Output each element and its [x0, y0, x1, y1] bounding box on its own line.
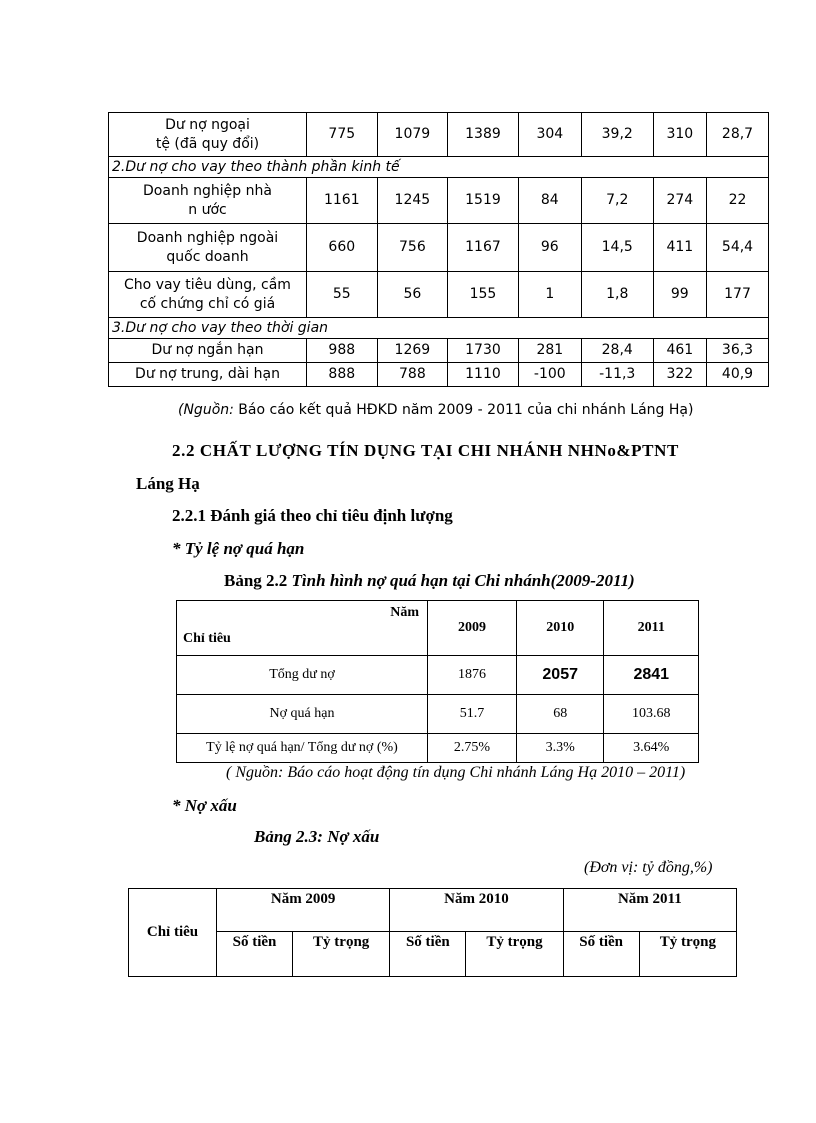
row-label: Tổng dư nợ [177, 656, 428, 695]
row-label [109, 178, 307, 224]
cell-value: 274 [653, 178, 706, 224]
cell-value: 99 [653, 272, 706, 318]
cell-value: 411 [653, 224, 706, 272]
cell-value: 1876 [428, 656, 517, 695]
table-row [177, 656, 699, 695]
cell-value: 322 [653, 363, 706, 387]
cell-value: 2.75% [428, 734, 517, 763]
row-label-line: Cho vay tiêu dùng, cầm [124, 276, 291, 293]
table-row [109, 339, 769, 363]
year-header: 2009 [428, 601, 517, 656]
section-heading-2-2: 2.2 CHẤT LƯỢNG TÍN DỤNG TẠI CHI NHÁNH NHNo&PTNT [172, 441, 679, 460]
table1-source: (Nguồn: Báo cáo kết quả HĐKD năm 2009 - 2011 của chi nhánh Láng Hạ) [178, 402, 694, 418]
cell-value: 660 [307, 224, 378, 272]
sub-header: Số tiền [217, 932, 293, 977]
cell-value: 40,9 [707, 363, 769, 387]
table-subheader-row [129, 932, 737, 977]
cell-value: 51.7 [428, 695, 517, 734]
cell-value: 39,2 [581, 113, 653, 157]
sub-header: Tỷ trọng [466, 932, 563, 977]
table-row [109, 224, 769, 272]
cell-value: 756 [377, 224, 448, 272]
year-header: 2010 [516, 601, 604, 656]
section-row [109, 318, 769, 339]
table-row [109, 178, 769, 224]
section-heading-2-2-1: 2.2.1 Đánh giá theo chỉ tiêu định lượng [172, 506, 453, 525]
cell-value: 1245 [377, 178, 448, 224]
cell-value: 3.64% [604, 734, 699, 763]
bullet-bad-debt: * Nợ xấu [172, 796, 237, 815]
year-header: Năm 2010 [390, 889, 563, 932]
table2-source: ( Nguồn: Báo cáo hoạt động tín dụng Chi nhánh Láng Hạ 2010 – 2011) [226, 764, 686, 781]
year-header: 2011 [604, 601, 699, 656]
cell-value: 3.3% [516, 734, 604, 763]
cell-value: 7,2 [581, 178, 653, 224]
cell-value: 304 [518, 113, 581, 157]
cell-value: 103.68 [604, 695, 699, 734]
row-label-line: Doanh nghiệp nhà [143, 182, 272, 199]
cell-value: 1167 [448, 224, 519, 272]
table3-caption: Bảng 2.3: Nợ xấu [254, 827, 380, 846]
table3-unit: (Đơn vị: tỷ đồng,%) [584, 859, 713, 876]
overdue-debt-table [176, 600, 699, 763]
loan-balance-table [108, 112, 769, 387]
cell-value: 775 [307, 113, 378, 157]
cell-value: 56 [377, 272, 448, 318]
row-label [109, 224, 307, 272]
cell-value: 1110 [448, 363, 519, 387]
sub-header: Số tiền [563, 932, 639, 977]
cell-value: 1730 [448, 339, 519, 363]
col-label: Chỉ tiêu [129, 889, 217, 977]
row-label: Tỷ lệ nợ quá hạn/ Tổng dư nợ (%) [177, 734, 428, 763]
cell-value: 28,7 [707, 113, 769, 157]
cell-value: 36,3 [707, 339, 769, 363]
cell-value: 1079 [377, 113, 448, 157]
section-heading-2-2-cont: Láng Hạ [136, 474, 200, 493]
row-label-line: Dư nợ ngắn hạn [151, 342, 264, 358]
sub-header: Tỷ trọng [639, 932, 736, 977]
sub-header: Tỷ trọng [293, 932, 390, 977]
corner-cell: Năm Chỉ tiêu [177, 601, 428, 656]
section-label: 3.Dư nợ cho vay theo thời gian [109, 318, 769, 339]
cell-value: 988 [307, 339, 378, 363]
cell-value: 2841 [604, 656, 699, 695]
cell-value: 96 [518, 224, 581, 272]
row-label: Nợ quá hạn [177, 695, 428, 734]
cell-value: 54,4 [707, 224, 769, 272]
bullet-overdue-ratio: * Tỷ lệ nợ quá hạn [172, 539, 305, 558]
bad-debt-table [128, 888, 737, 977]
cell-value: -11,3 [581, 363, 653, 387]
table-row [109, 363, 769, 387]
row-label-line: quốc doanh [166, 248, 249, 265]
section-row [109, 157, 769, 178]
table-header-row [129, 889, 737, 932]
table2-caption: Bảng 2.2 Tình hình nợ quá hạn tại Chi nhánh(2009-2011) [224, 571, 635, 590]
cell-value: 28,4 [581, 339, 653, 363]
row-label [109, 339, 307, 363]
table-header-row [177, 601, 699, 656]
cell-value: 84 [518, 178, 581, 224]
year-header: Năm 2009 [217, 889, 390, 932]
row-label [109, 113, 307, 157]
row-label-line: Doanh nghiệp ngoài [136, 229, 279, 246]
table-row [177, 734, 699, 763]
cell-value: 22 [707, 178, 769, 224]
row-label-line: Dư nợ trung, dài hạn [135, 366, 280, 382]
row-label-line: n ước [188, 201, 227, 218]
row-label-line: Dư nợ ngoại [165, 116, 250, 133]
cell-value: 888 [307, 363, 378, 387]
cell-value: 1269 [377, 339, 448, 363]
cell-value: 310 [653, 113, 706, 157]
row-label-line: cố chứng chỉ có giá [139, 295, 276, 312]
cell-value: -100 [518, 363, 581, 387]
row-label-line: tệ (đã quy đổi) [155, 135, 260, 152]
cell-value: 461 [653, 339, 706, 363]
cell-value: 1,8 [581, 272, 653, 318]
cell-value: 1389 [448, 113, 519, 157]
cell-value: 2057 [516, 656, 604, 695]
cell-value: 55 [307, 272, 378, 318]
section-label: 2.Dư nợ cho vay theo thành phần kinh tế [109, 157, 769, 178]
cell-value: 177 [707, 272, 769, 318]
cell-value: 155 [448, 272, 519, 318]
cell-value: 1519 [448, 178, 519, 224]
cell-value: 788 [377, 363, 448, 387]
row-label [109, 363, 307, 387]
table-row [109, 272, 769, 318]
table-row [109, 113, 769, 157]
year-header: Năm 2011 [563, 889, 736, 932]
cell-value: 281 [518, 339, 581, 363]
sub-header: Số tiền [390, 932, 466, 977]
cell-value: 1161 [307, 178, 378, 224]
cell-value: 1 [518, 272, 581, 318]
cell-value: 68 [516, 695, 604, 734]
table-row [177, 695, 699, 734]
cell-value: 14,5 [581, 224, 653, 272]
row-label [109, 272, 307, 318]
